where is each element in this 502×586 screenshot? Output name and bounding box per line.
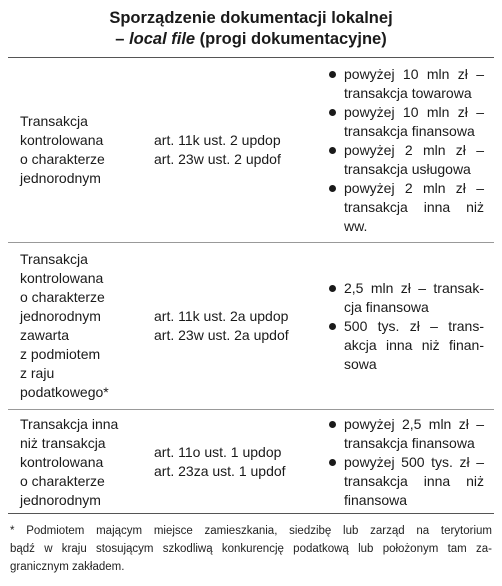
- description-line: o charakterze: [20, 472, 105, 489]
- threshold-item: [324, 415, 484, 453]
- description-line: Transakcja inna: [20, 415, 119, 432]
- description-line: o charakterze: [20, 151, 105, 167]
- article-line: art. 11k ust. 2a updop: [154, 308, 289, 324]
- legal-articles: [140, 410, 324, 515]
- threshold-item: [324, 141, 484, 179]
- article-line: art. 23za ust. 1 updof: [154, 463, 286, 479]
- title-line-2: [0, 29, 502, 50]
- threshold-item: [324, 65, 484, 103]
- title-dash: –: [115, 30, 130, 48]
- description-line: kontrolowana: [20, 270, 104, 286]
- bottom-rule: [8, 513, 494, 514]
- table-row: [8, 58, 494, 243]
- footnote-line: * Podmiotem mającym miejsce zamieszkania, siedzibę lub zarząd na terytorium: [10, 525, 492, 537]
- description-line: niż transakcja: [20, 434, 106, 451]
- threshold-list: [324, 58, 494, 243]
- article-line: art. 23w ust. 2 updof: [154, 151, 281, 167]
- threshold-item: [324, 103, 484, 141]
- threshold-line: sowa: [344, 355, 377, 372]
- description-line: Transakcja: [20, 113, 88, 129]
- threshold-line: finansowa: [344, 491, 408, 508]
- document-title: [0, 0, 502, 50]
- table-row: [8, 410, 494, 515]
- title-local-file: local file: [129, 30, 196, 48]
- description-line: jednorodnym: [20, 308, 101, 324]
- threshold-line: powyżej 2 mln zł –: [344, 179, 484, 196]
- transaction-description: [8, 58, 140, 243]
- threshold-line: transakcja finansowa: [344, 434, 475, 451]
- threshold-line: 500 tys. zł – trans-: [344, 317, 484, 334]
- description-line: podatkowego*: [20, 384, 109, 400]
- threshold-item: [324, 453, 484, 510]
- title-line-1: Sporządzenie dokumentacji lokalnej: [109, 9, 393, 27]
- thresholds-table: [8, 58, 494, 514]
- threshold-line: powyżej 10 mln zł –: [344, 65, 484, 82]
- table-row: [8, 243, 494, 410]
- threshold-list: [324, 410, 494, 515]
- threshold-line: transakcja usługowa: [344, 160, 471, 177]
- threshold-item: [324, 317, 484, 374]
- legal-articles: [140, 58, 324, 243]
- threshold-line: powyżej 10 mln zł –: [344, 103, 484, 120]
- threshold-line: powyżej 2 mln zł –: [344, 141, 484, 158]
- threshold-item: [324, 279, 484, 317]
- threshold-line: cja finansowa: [344, 298, 429, 315]
- description-line: o charakterze: [20, 289, 105, 305]
- footnote: [10, 522, 492, 576]
- description-line: jednorodnym: [20, 170, 101, 186]
- article-line: art. 23w ust. 2a updof: [154, 327, 289, 343]
- description-line: z podmiotem: [20, 346, 101, 362]
- footnote-line: granicznym zakładem.: [10, 561, 125, 573]
- threshold-line: powyżej 2,5 mln zł –: [344, 415, 484, 432]
- threshold-line: transakcja inna niż: [344, 472, 484, 489]
- description-line: kontrolowana: [20, 453, 104, 470]
- description-line: z raju: [20, 365, 55, 381]
- threshold-line: 2,5 mln zł – transak-: [344, 279, 484, 296]
- threshold-line: transakcja inna niż: [344, 198, 484, 215]
- threshold-line: ww.: [344, 217, 368, 234]
- threshold-item: [324, 179, 484, 236]
- threshold-line: akcja inna niż finan-: [344, 336, 484, 353]
- description-line: Transakcja: [20, 251, 88, 267]
- threshold-line: powyżej 500 tys. zł –: [344, 453, 484, 470]
- description-line: zawarta: [20, 327, 70, 343]
- threshold-line: transakcja towarowa: [344, 84, 472, 101]
- legal-articles: [140, 243, 324, 410]
- description-line: jednorodnym: [20, 491, 101, 508]
- title-suffix: (progi dokumentacyjne): [195, 30, 387, 48]
- article-line: art. 11k ust. 2 updop: [154, 132, 281, 148]
- description-line: kontrolowana: [20, 132, 104, 148]
- transaction-description: [8, 410, 140, 515]
- footnote-line: bądź w kraju stosującym szkodliwą konkurencję podatkową lub położonym tam za-: [10, 543, 492, 555]
- threshold-list: [324, 243, 494, 410]
- transaction-description: [8, 243, 140, 410]
- article-line: art. 11o ust. 1 updop: [154, 444, 282, 460]
- threshold-line: transakcja finansowa: [344, 122, 475, 139]
